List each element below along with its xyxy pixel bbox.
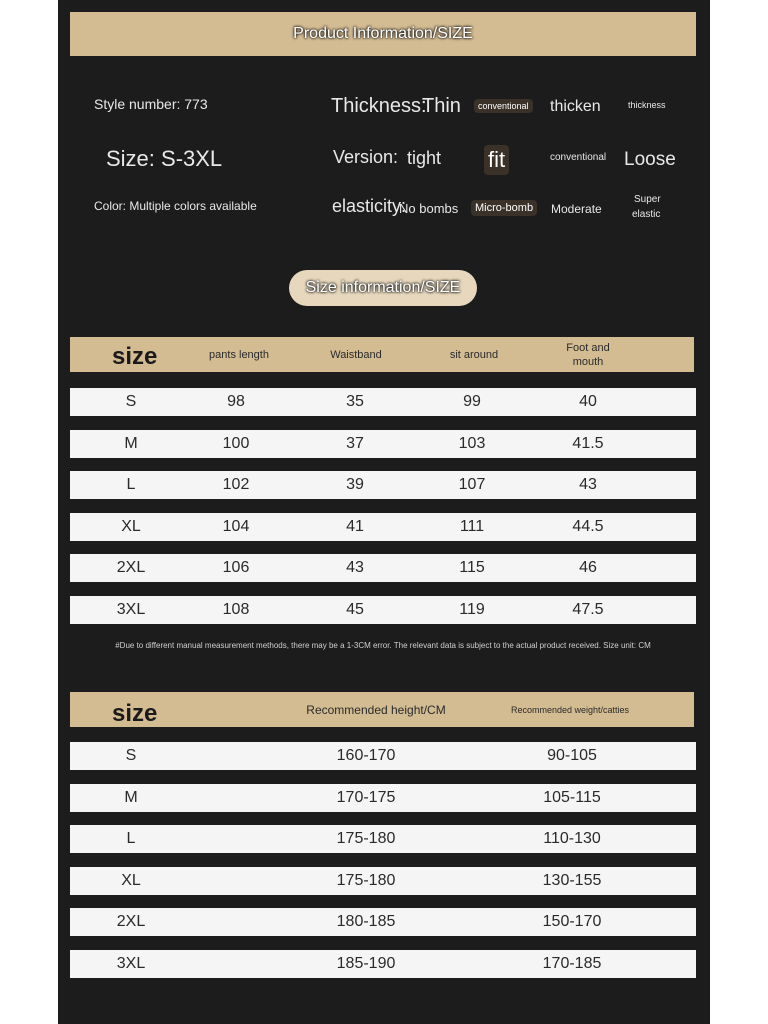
version-label: Version: bbox=[333, 147, 399, 167]
table-row bbox=[70, 513, 696, 541]
table-cell: 44.5 bbox=[572, 517, 604, 535]
table-cell: 175-180 bbox=[336, 830, 396, 847]
table-cell: 35 bbox=[346, 393, 364, 410]
table-row bbox=[70, 430, 696, 458]
version-option-tight: tight bbox=[407, 148, 442, 168]
table-cell: 108 bbox=[222, 600, 250, 618]
size-info-title: Size information/SIZE bbox=[305, 279, 461, 296]
style-number: Style number: 773 bbox=[94, 96, 208, 112]
table-cell: 100 bbox=[222, 434, 250, 452]
table-row bbox=[70, 825, 696, 853]
table-row bbox=[70, 784, 696, 812]
thickness-option-thickness: thickness bbox=[628, 100, 666, 110]
measurement-note: #Due to different manual measurement methods, there may be a 1-3CM error. The relevant data is subject to the actual product received. Size unit: CM bbox=[115, 641, 651, 650]
table-cell: 103 bbox=[458, 434, 486, 452]
table-cell: 45 bbox=[346, 600, 364, 618]
color-info: Color: Multiple colors available bbox=[94, 199, 257, 213]
table-cell: 41.5 bbox=[572, 434, 604, 452]
table-row bbox=[70, 908, 696, 936]
table-cell: 43 bbox=[579, 476, 597, 493]
version-option-conventional: conventional bbox=[550, 152, 607, 163]
table-cell: 104 bbox=[222, 517, 250, 535]
table-cell: S bbox=[125, 393, 137, 410]
table-cell: 111 bbox=[459, 517, 485, 535]
banner-title: Product Information/SIZE bbox=[293, 25, 473, 42]
table-row bbox=[70, 554, 696, 582]
table-row bbox=[70, 471, 696, 499]
table-cell: M bbox=[124, 434, 138, 452]
elasticity-label: elasticity: bbox=[332, 196, 407, 216]
thickness-option-thin: Thin bbox=[422, 95, 461, 117]
table-cell: 170-175 bbox=[336, 788, 396, 806]
table-cell: 40 bbox=[579, 393, 597, 410]
table-cell: 3XL bbox=[116, 954, 146, 972]
height-header: Recommended height/CM bbox=[306, 702, 446, 717]
table-cell: 175-180 bbox=[336, 871, 396, 889]
elasticity-option-elastic: elastic bbox=[632, 209, 661, 220]
size-info-pill bbox=[289, 270, 477, 306]
table-cell: 102 bbox=[222, 476, 250, 493]
elasticity-option-super: Super bbox=[634, 194, 661, 205]
size-table-header bbox=[70, 337, 694, 372]
table-cell: 37 bbox=[346, 434, 364, 452]
pants-length-header: pants length bbox=[209, 348, 269, 361]
table-cell: 46 bbox=[579, 559, 597, 576]
table-cell: 43 bbox=[346, 559, 364, 576]
table-cell: 47.5 bbox=[572, 600, 604, 618]
table-cell: L bbox=[126, 476, 136, 493]
sit-around-header: sit around bbox=[449, 348, 499, 361]
elasticity-option-no-bombs: No bombs bbox=[399, 201, 459, 216]
table-row bbox=[70, 950, 696, 978]
size-header-2: size bbox=[112, 700, 158, 727]
table-row bbox=[70, 388, 696, 416]
size-range: Size: S-3XL bbox=[106, 146, 223, 171]
table-cell: S bbox=[125, 747, 137, 764]
thickness-label: Thickness: bbox=[331, 95, 427, 117]
table-cell: 185-190 bbox=[336, 954, 396, 972]
table-row bbox=[70, 867, 696, 895]
table-cell: 90-105 bbox=[547, 747, 597, 764]
table-cell: 106 bbox=[222, 559, 250, 576]
table-cell: XL bbox=[121, 517, 141, 535]
table-cell: 180-185 bbox=[336, 913, 396, 930]
size-header: size bbox=[112, 343, 158, 370]
table-cell: 41 bbox=[346, 517, 364, 535]
thickness-option-thicken: thicken bbox=[550, 98, 601, 115]
table-cell: 39 bbox=[346, 476, 364, 493]
table-cell: 115 bbox=[459, 559, 485, 576]
thickness-option-conventional: conventional bbox=[474, 99, 533, 113]
version-option-loose: Loose bbox=[624, 149, 676, 170]
table-cell: 170-185 bbox=[542, 954, 602, 972]
table-cell: 3XL bbox=[116, 600, 146, 618]
table-cell: 105-115 bbox=[543, 788, 601, 806]
table-cell: XL bbox=[121, 871, 141, 889]
table-cell: 107 bbox=[458, 476, 486, 493]
table-cell: 160-170 bbox=[336, 747, 396, 764]
foot-mouth-header bbox=[548, 337, 628, 372]
table-cell: 150-170 bbox=[542, 913, 602, 930]
table-cell: 98 bbox=[227, 393, 245, 410]
elasticity-option-micro-bomb: Micro-bomb bbox=[471, 200, 537, 216]
table-cell: 110-130 bbox=[543, 830, 601, 847]
version-option-fit: fit bbox=[484, 145, 509, 175]
foot-mouth-header-line2: mouth bbox=[572, 355, 604, 368]
waistband-header: Waistband bbox=[330, 348, 382, 361]
foot-mouth-header-line1: Foot and bbox=[566, 341, 610, 354]
table-cell: 2XL bbox=[116, 913, 146, 930]
weight-header: Recommended weight/catties bbox=[510, 704, 630, 715]
table-cell: 99 bbox=[463, 393, 481, 410]
table-cell: L bbox=[126, 830, 136, 847]
table-row bbox=[70, 742, 696, 770]
table-cell: M bbox=[124, 788, 138, 806]
elasticity-option-moderate: Moderate bbox=[551, 202, 602, 216]
product-info-banner bbox=[70, 12, 696, 56]
table-cell: 2XL bbox=[116, 559, 146, 576]
table-cell: 130-155 bbox=[542, 871, 602, 889]
table-cell: 119 bbox=[459, 600, 485, 618]
recommend-table-header bbox=[70, 692, 694, 727]
table-row bbox=[70, 596, 696, 624]
